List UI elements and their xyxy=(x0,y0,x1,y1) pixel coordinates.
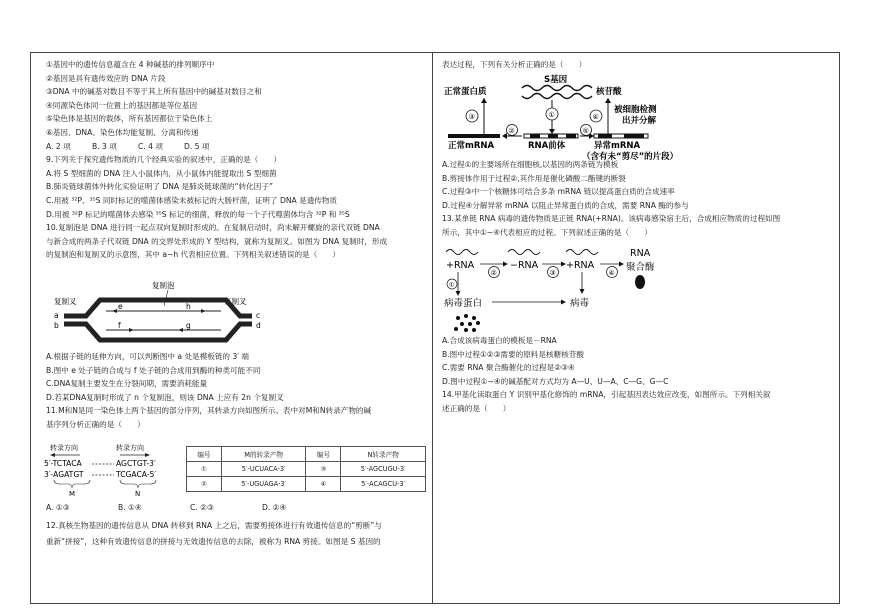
parent-strand-bottom xyxy=(64,324,252,340)
dir-right-label: 转录方向 xyxy=(116,444,144,452)
polymerase-line-2: 聚合酶 xyxy=(626,262,655,273)
intro-line: ①基因中的遗传信息蕴含在 4 种碱基的排列顺序中 xyxy=(46,60,215,69)
q9-option-c[interactable]: C.用被 ³²P、³⁵S 同时标记的噬菌体感染未被标记的大肠杆菌，证明了 DNA 是遗传物质 xyxy=(46,195,338,205)
virus-protein-label: 病毒蛋白 xyxy=(444,298,483,309)
step-5: ⑤ xyxy=(582,127,589,135)
q12-option-a[interactable]: A.过程①的主要场所在细胞核,以基因的两条链为模板 xyxy=(442,160,619,169)
point-e: e xyxy=(118,302,123,311)
label-m: M xyxy=(69,490,76,498)
table-cell: ③ xyxy=(306,462,341,477)
seq-n-bottom: TCGACA-5′ xyxy=(116,470,157,479)
q14-line: 述正确的是（ ） xyxy=(442,403,511,413)
degraded-line-2: 出并分解 xyxy=(622,116,657,126)
brace-m xyxy=(54,480,90,488)
table-row xyxy=(187,477,426,492)
q11-option-a[interactable]: A. ①③ xyxy=(46,503,70,512)
parent-strand-top xyxy=(64,300,252,316)
gene-sequence-figure xyxy=(42,440,182,498)
step-1: ① xyxy=(548,111,555,119)
q13-step-1: ① xyxy=(448,281,455,289)
q12-line: 重新“拼接”，这种有效遗传信息的拼接与无效遗传信息的去除，被称为 RNA 剪接。如图是 S 基因的 xyxy=(46,537,381,547)
q8-option-c[interactable]: C. 4 项 xyxy=(138,141,163,151)
q8-option-a[interactable]: A. 2 项 xyxy=(46,141,71,151)
arrow-g xyxy=(178,328,183,332)
table-header: 编号 xyxy=(187,447,222,462)
normal-mrna-label: 正常mRNA xyxy=(448,141,495,151)
point-c: c xyxy=(256,311,261,320)
intro-line: ④同源染色体同一位置上的基因都是等位基因 xyxy=(46,100,198,110)
q13-option-c[interactable]: C.需要 RNA 聚合酶催化的过程是②③④ xyxy=(442,363,575,373)
right-column xyxy=(442,58,834,72)
q11-option-c[interactable]: C. ②③ xyxy=(190,503,214,512)
label-n: N xyxy=(135,490,141,498)
protein-dots xyxy=(454,314,480,332)
s-gene-label: S基因 xyxy=(544,75,568,85)
q12-option-d[interactable]: D.过程④分解异常 mRNA 以阻止异常蛋白质的合成，需要 RNA 酶的参与 xyxy=(442,200,689,210)
q8-option-b[interactable]: B. 3 项 xyxy=(92,141,117,151)
q10-option-b[interactable]: B.图中 e 处子链的合成与 f 处子链的合成用到酶的种类可能不同 xyxy=(46,365,261,375)
left-column-bottom xyxy=(46,501,426,549)
wavy-rna-3 xyxy=(566,250,598,255)
seq-m-top: 5′-TCTACA xyxy=(44,459,82,468)
point-f: f xyxy=(118,321,121,330)
pos-rna-2-label: +RNA xyxy=(566,260,595,271)
q13-option-b[interactable]: B.图中过程①②③需要的原料是核糖核苷酸 xyxy=(442,349,584,359)
fork-left-label: 复制叉 xyxy=(54,297,77,306)
table-header: N转录产物 xyxy=(341,447,426,462)
transcription-table xyxy=(186,446,426,492)
step-4: ④ xyxy=(592,113,599,121)
arrow-f xyxy=(129,328,134,332)
table-cell: 5′-UGUAGA-3′ xyxy=(221,477,306,492)
abnormal-mrna-label: 异常mRNA xyxy=(594,141,641,151)
left-column-lower xyxy=(46,350,426,432)
table-cell: ① xyxy=(187,462,222,477)
untrimmed-note: （含有未“剪尽”的片段） xyxy=(582,152,679,160)
q13-option-d[interactable]: D.图中过程①~④的碱基配对方式均为 A—U、U—A、C—G、G—C xyxy=(442,376,669,386)
q9-option-a[interactable]: A.将 S 型细菌的 DNA 注入小鼠体内，从小鼠体内能提取出 S 型细菌 xyxy=(46,168,277,178)
bubble-label: 复制泡 xyxy=(152,281,175,290)
neg-rna-label: −RNA xyxy=(510,260,539,271)
q10-option-d[interactable]: D.若某DNA复制时形成了 n 个复制泡，则该 DNA 上应有 2n 个复制叉 xyxy=(46,392,284,402)
degraded-line-1: 被细胞检测 xyxy=(614,105,657,115)
intro-line: ②基因是具有遗传效应的 DNA 片段 xyxy=(46,73,166,83)
q13-stem-line: 13.某单链 RNA 病毒的遗传物质是正链 RNA(+RNA)。该病毒感染宿主后，合成相应物质的过程如图 xyxy=(442,214,781,224)
q13-step-3: ③ xyxy=(549,269,556,277)
q13-step-4: ④ xyxy=(608,269,615,277)
polymerase-line-1: RNA xyxy=(630,248,651,259)
q13-option-a[interactable]: A.合成该病毒蛋白的模板是－RNA xyxy=(442,336,557,345)
wavy-rna-1 xyxy=(446,250,478,255)
step-3: ③ xyxy=(468,113,475,121)
wavy-rna-2 xyxy=(508,250,540,255)
q10-option-c[interactable]: C.DNA复制主要发生在分裂间期，需要消耗能量 xyxy=(46,379,208,389)
seq-m-bottom: 3′-AGATGT xyxy=(44,470,84,479)
q10-stem-line: 的复制泡和复制叉的示意图，其中 a~h 代表相应位置。下列相关叙述错误的是（ ） xyxy=(46,250,341,260)
dna-strand-1 xyxy=(522,86,592,91)
table-header: M的转录产物 xyxy=(221,447,306,462)
q11-options xyxy=(46,501,426,515)
q9-option-d[interactable]: D.用被 ³²P 标记的噬菌体去感染 ³⁵S 标记的细菌，释放的每一个子代噬菌体均含 ³²P 和 ³⁵S xyxy=(46,209,350,219)
q12-line: 12.真核生物基因的遗传信息从 DNA 转移到 RNA 上之后，需要剪接体进行有效遗传信息的“剪断”与 xyxy=(46,520,382,530)
normal-protein-label: 正常蛋白质 xyxy=(444,87,487,97)
q12-option-c[interactable]: C.过程③中一个核糖体可结合多条 mRNA 链以提高蛋白质的合成速率 xyxy=(442,187,675,197)
q11-option-b[interactable]: B. ①④ xyxy=(118,503,142,512)
rna-virus-figure xyxy=(444,244,674,334)
dna-strand-2 xyxy=(522,94,592,99)
table-header: 编号 xyxy=(306,447,341,462)
q10-stem-line: 与新合成的两条子代双链 DNA 的交界处形成的 Y 型结构，就称为复制叉。如图为 DNA 复制时，形成 xyxy=(46,236,388,246)
q9-stem: 9.下列关于探究遗传物质的几个经典实验的叙述中，正确的是（ ） xyxy=(46,155,282,165)
intro-line: ⑤染色体是基因的载体，所有基因都位于染色体上 xyxy=(46,114,213,124)
table-cell: 5′-UCUACA-3′ xyxy=(221,462,306,477)
intro-line: ③DNA 中的碱基对数目不等于其上所有基因中的碱基对数目之和 xyxy=(46,87,262,97)
brace-n xyxy=(120,480,156,488)
step-2: ② xyxy=(508,127,515,135)
table-cell: 5′-ACAGCU-3′ xyxy=(341,477,426,492)
normal-mrna-bar xyxy=(448,134,500,138)
point-g: g xyxy=(186,321,191,330)
nucleotide-label: 核苷酸 xyxy=(596,87,622,97)
left-column xyxy=(46,58,426,262)
point-a: a xyxy=(54,311,59,320)
q9-option-b[interactable]: B.肺炎链球菌体外转化实验证明了 DNA 是肺炎链球菌的“转化因子” xyxy=(46,182,273,192)
dir-left-label: 转录方向 xyxy=(50,444,78,452)
table-header-row xyxy=(187,447,426,462)
q12-option-b[interactable]: B.剪接体作用于过程②,其作用是催化磷酸二酯键的断裂 xyxy=(442,173,626,183)
column-divider xyxy=(432,52,433,604)
polymerase-blob xyxy=(635,275,645,289)
seq-n-top: AGCTGT-3′ xyxy=(116,459,156,468)
q12-continue: 表达过程，下列有关分析正确的是（ ） xyxy=(442,60,587,69)
virus-label: 病毒 xyxy=(570,298,590,309)
q8-options xyxy=(46,140,426,154)
q11-stem-line: 11.M和N是同一染色体上两个基因的部分序列，其转录方向如图所示。表中对M和N转录产物的碱 xyxy=(46,406,372,416)
arrow-e xyxy=(112,309,117,313)
right-column-bottom xyxy=(442,334,834,416)
pos-rna-label: +RNA xyxy=(446,260,475,271)
q8-option-d[interactable]: D. 5 项 xyxy=(184,141,210,151)
s-gene-figure xyxy=(444,72,704,160)
table-cell: 5′-AGCUGU-3′ xyxy=(341,462,426,477)
q11-option-d[interactable]: D. ②④ xyxy=(262,503,287,512)
table-row xyxy=(187,462,426,477)
table-cell: ② xyxy=(187,477,222,492)
intro-line: ⑥基因、DNA、染色体均能复制、分离和传递 xyxy=(46,127,199,137)
table-cell: ④ xyxy=(306,477,341,492)
arrow-h xyxy=(201,309,206,313)
replication-bubble-figure xyxy=(46,278,346,344)
right-column-mid xyxy=(442,158,834,240)
fork-right-label: 复制叉 xyxy=(224,297,247,306)
point-b: b xyxy=(54,321,59,330)
q10-option-a[interactable]: A.根据子链的延伸方向，可以判断图中 a 处是模板链的 3′ 端 xyxy=(46,352,249,361)
q11-stem-line: 基序列分析正确的是（ ） xyxy=(46,419,145,429)
rna-precursor-label: RNA前体 xyxy=(528,141,566,151)
point-h: h xyxy=(186,302,191,311)
q13-step-2: ② xyxy=(490,269,497,277)
q14-line: 14.甲基化读取蛋白 Y 识别甲基化修饰的 mRNA，引起基因表达效应改变，如图所示。下列相关叙 xyxy=(442,390,771,400)
q13-stem-line: 所示，其中①~④代表相应的过程。下列叙述正确的是（ ） xyxy=(442,227,652,237)
q10-stem-line: 10.复制泡是 DNA 进行同一起点双向复制时形成的。在复制启动时，尚未解开螺旋的亲代双链 DNA xyxy=(46,223,380,233)
point-d: d xyxy=(256,321,261,330)
